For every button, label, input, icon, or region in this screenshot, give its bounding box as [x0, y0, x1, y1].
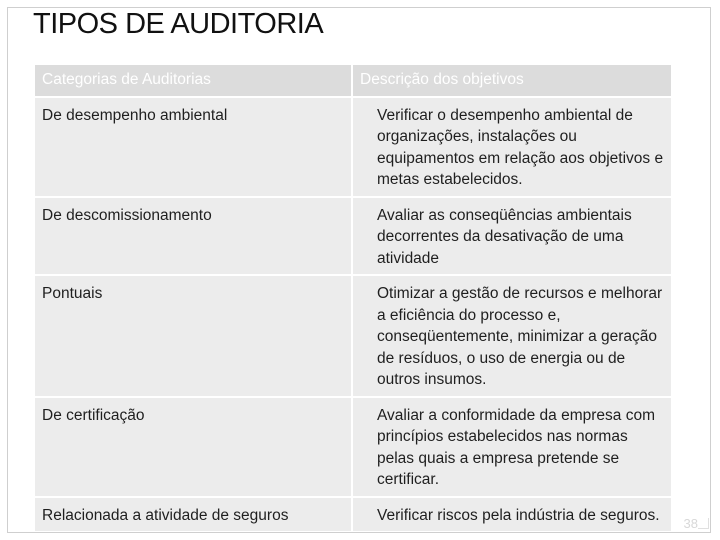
audit-types-table [33, 63, 673, 531]
objective-cell: Avaliar as conseqüências ambientais decorrentes da desativação de uma atividade [352, 197, 672, 276]
header-categories: Categorias de Auditorias [34, 64, 352, 97]
category-cell: Pontuais [34, 275, 352, 397]
category-cell: Relacionada a atividade de seguros [34, 497, 352, 532]
slide-title: TIPOS DE AUDITORIA [33, 8, 324, 40]
table-row [34, 197, 672, 276]
objective-cell: Verificar riscos pela indústria de seguros. [352, 497, 672, 532]
table-row [34, 275, 672, 397]
category-cell: De descomissionamento [34, 197, 352, 276]
table-row [34, 97, 672, 197]
category-cell: De desempenho ambiental [34, 97, 352, 197]
objective-cell: Verificar o desempenho ambiental de organizações, instalações ou equipamentos em relação aos objetivos e metas estabelecidos. [352, 97, 672, 197]
header-objectives: Descrição dos objetivos [352, 64, 672, 97]
table-row [34, 397, 672, 497]
table-row [34, 497, 672, 532]
page-number: 38 [683, 516, 698, 531]
corner-ornament [698, 518, 709, 529]
category-cell: De certificação [34, 397, 352, 497]
table-header-row [34, 64, 672, 97]
objective-cell: Otimizar a gestão de recursos e melhorar a eficiência do processo e, conseqüentemente, minimizar a geração de resíduos, o uso de energia ou de outros insumos. [352, 275, 672, 397]
objective-cell: Avaliar a conformidade da empresa com princípios estabelecidos nas normas pelas quais a empresa pretende se certificar. [352, 397, 672, 497]
